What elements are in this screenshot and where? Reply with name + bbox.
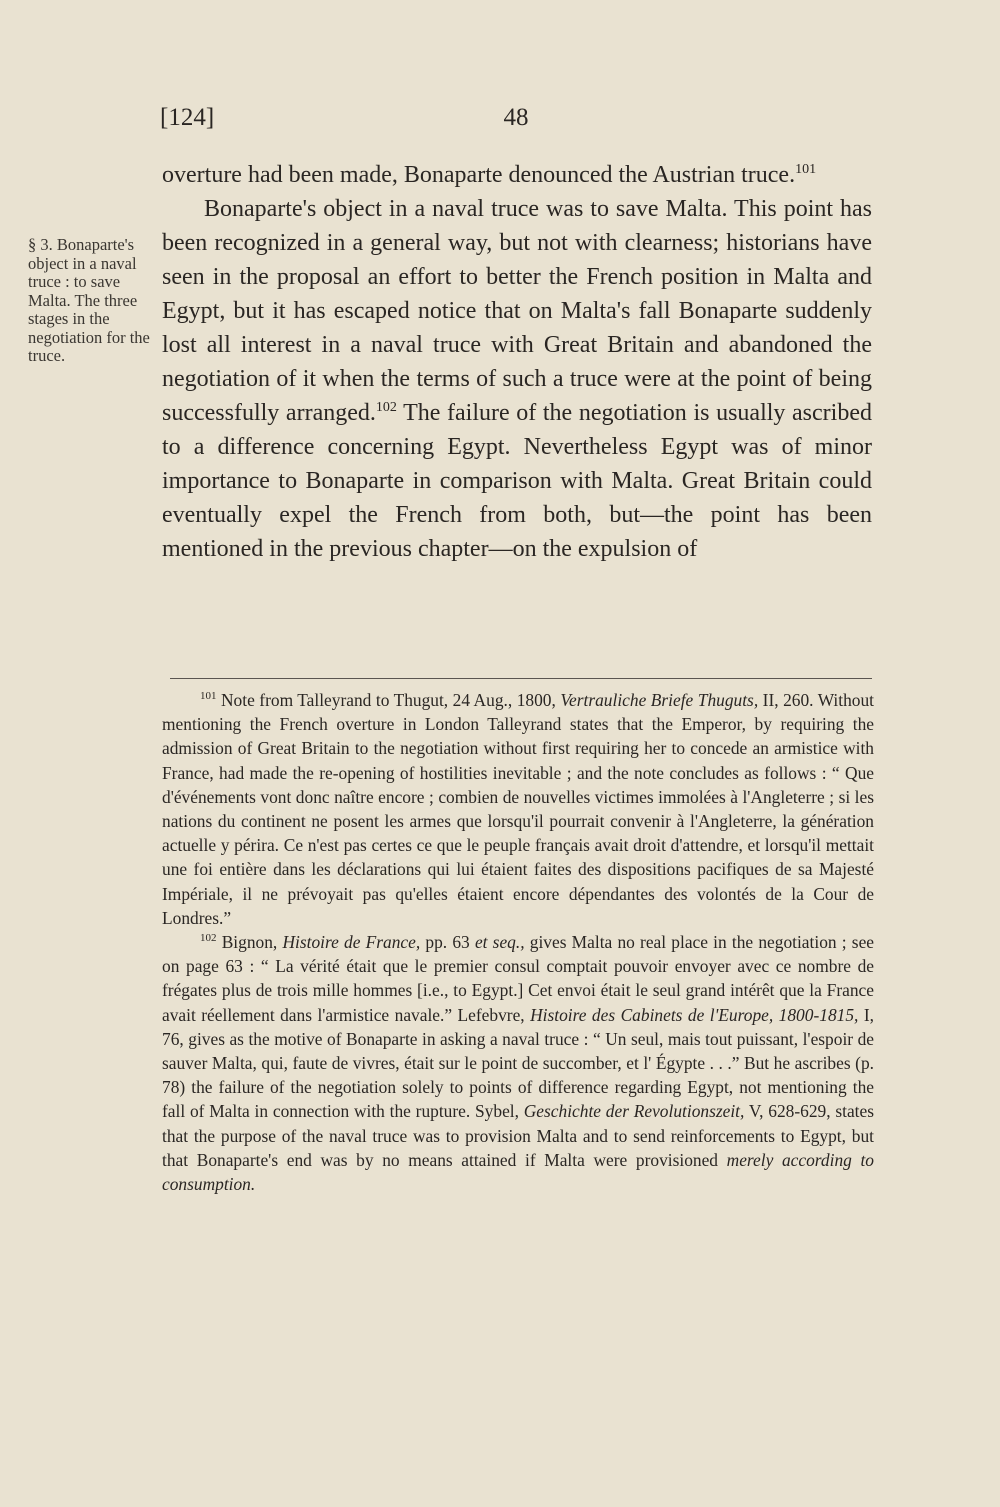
footnote-ref-102: 102 xyxy=(375,400,397,415)
footnote-ref-101: 101 xyxy=(795,162,817,177)
paragraph-1-text: overture had been made, Bonaparte denounced the Austrian truce. xyxy=(162,162,796,188)
footnote-102-mark: 102 xyxy=(200,932,217,945)
footnote-101-text-a: Note from Talleyrand to Thugut, 24 Aug., 1800, xyxy=(216,690,561,710)
footnote-102-et-seq: et seq., xyxy=(474,932,525,953)
footnote-102-text-d: I, 76, gives as the motive of Bonaparte in asking a naval truce : “ Un seul, mais tout puissant, l'espoir de sauver Malta, qui, faute de vivres, était sur le point de succomber, et l' Égypte . . .” But he ascribes (p. 78) the failure of the negotiation solely to points of difference regarding Egypt, not mentioning the fall of Malta in connection with the rupture. Sybel, xyxy=(162,1004,874,1122)
margin-note: § 3. Bonaparte's object in a naval truce : to save Malta. The three stages in the negotiation for the truce. xyxy=(28,235,150,365)
footnotes xyxy=(162,688,874,1196)
footnote-102-title-3: Geschichte der Revolutionszeit, xyxy=(523,1101,745,1122)
main-text xyxy=(162,158,872,566)
footnote-102 xyxy=(162,930,874,1196)
paragraph-2 xyxy=(162,192,872,566)
folio-number: [124] xyxy=(160,104,215,131)
footnote-102-title-1: Histoire de France, xyxy=(282,932,421,953)
footnote-102-closing-italic: merely according to consumption. xyxy=(162,1149,875,1195)
footnote-102-text-a: Bignon, xyxy=(216,932,283,953)
paragraph-2-text-b: The failure of the negotiation is usually ascribed to a difference concerning Egypt. Nevertheless Egypt was of minor importance to Bonaparte in comparison with Malta. Great Britain could eventually expel the French from both, but—the point has been mentioned in the previous chapter—on the expulsion of xyxy=(162,400,872,562)
footnote-102-text-c: gives Malta no real place in the negotiation ; see on page 63 : “ La vérité était que le premier consul comptait pouvoir envoyer avec ce nombre de frégates plus de trois mille hommes [i.e., to Egypt.] Cet envoi était le seul grand intérêt que la France avait réellement dans l'armistice navale.” Lefebvre, xyxy=(162,932,875,1025)
footnote-102-text-b: pp. 63 xyxy=(420,932,475,953)
footnote-101 xyxy=(162,688,874,930)
page-header xyxy=(160,104,872,138)
footnote-rule xyxy=(170,678,872,679)
paragraph-1 xyxy=(162,158,872,192)
footnote-101-title: Vertrauliche Briefe Thuguts, xyxy=(560,690,759,710)
footnote-101-mark: 101 xyxy=(200,690,217,703)
footnote-102-text-e: V, 628-629, states that the purpose of the naval truce was to provision Malta and to send reinforcements to Egypt, but that Bonaparte's end was by no means attained if Malta were provisioned xyxy=(162,1101,874,1170)
footnote-102-title-2: Histoire des Cabinets de l'Europe, 1800-1815, xyxy=(530,1004,859,1025)
paragraph-2-text-a: Bonaparte's object in a naval truce was to save Malta. This point has been recognized in a general way, but not with clearness; historians have seen in the proposal an effort to better the French position in Malta and Egypt, but it has escaped notice that on Malta's fall Bonaparte suddenly lost all interest in a naval truce with Great Britain and abandoned the negotiation of it when the terms of such a truce were at the point of being successfully arranged. xyxy=(162,196,872,426)
footnote-101-text-b: II, 260. Without mentioning the French overture in London Talleyrand states that the Emperor, by requiring the admission of Great Britain to the negotiation without first requiring her to concede an armistice with France, had made the re-opening of hostilities inevitable ; and the note concludes as follows : “ Que d'événements vont donc naître encore ; combien de nouvelles victimes immolées à l'Angleterre ; si les nations du continent ne posent les armes que lorsqu'il pourrait convenir à l'Angleterre, la génération actuelle y périra. Ce n'est pas certes ce que le peuple français avait droit d'attendre, et lorsqu'il mettait une foi entière dans les déclarations qui lui étaient faites des dispositions pacifiques de sa Majesté Impériale, il ne prévoyait pas qu'elles étaient encore dépendantes des volontés de la Cour de Londres.” xyxy=(162,690,874,928)
page-number: 48 xyxy=(503,104,529,131)
